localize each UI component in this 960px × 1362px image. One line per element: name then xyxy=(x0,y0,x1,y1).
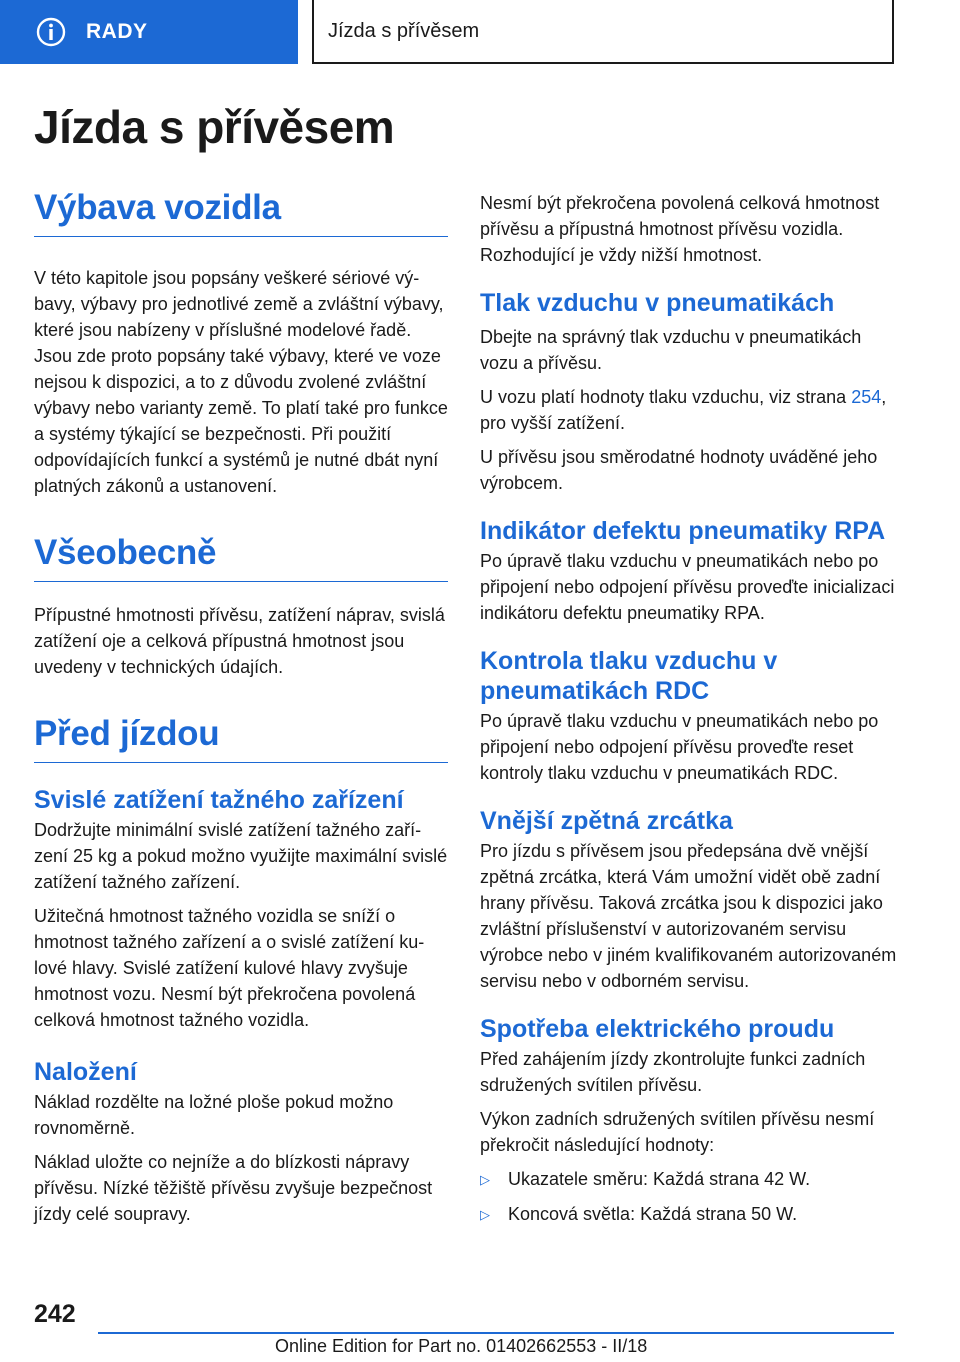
paragraph-svisle-1: Dodržujte minimální svislé zatížení tažného zařízení 25 kg a pokud možno využijte maximální svislé zatížení tažného zařízení. xyxy=(34,820,448,892)
paragraph-rdc: Po úpravě tlaku vzduchu v pneumatikách nebo po připojení nebo odpojení přívěsu proveďte reset kontroly tlaku vzduchu v pneumatikách RDC. xyxy=(480,711,879,783)
paragraph-vybava: V této kapitole jsou popsány veškeré sériové výbavy, výbavy pro jednotlivé země a zvláštní výbavy, které jsou nabízeny v příslušné modelové řadě. Jsou zde proto popsány také výbavy, které ve voze nejsou k dispozici, a to z důvodu zvolené zvláštní výbavy nebo varianty země. To platí také pro funkce a systémy týkající se bezpečnosti. Při použití odpovídajících funkcí a systémů je nutné dbát nyní platných zákonů a ustanovení. xyxy=(34,268,448,496)
paragraph-tlak-2-after: , pro vyšší zatížení. xyxy=(480,387,887,433)
heading-rdc: Kontrola tlaku vzduchu v pneumatikách RDC xyxy=(480,647,778,705)
right-column xyxy=(480,190,900,1228)
info-icon xyxy=(36,17,66,47)
section-label: RADY xyxy=(86,20,148,43)
paragraph-nalozeni-1: Náklad rozdělte na ložné ploše pokud možno rovnoměrně. xyxy=(34,1092,394,1138)
heading-spotreba: Spotřeba elektrického proudu xyxy=(480,1015,835,1043)
paragraph-tlak-2 xyxy=(480,384,900,436)
page-title: Jízda s přívěsem xyxy=(34,101,395,153)
paragraph-spotreba-2: Výkon zadních sdružených svítilen přívěsu nesmí překročit následující hodnoty: xyxy=(480,1109,875,1155)
heading-nalozeni: Naložení xyxy=(34,1058,137,1086)
heading-zrcatka: Vnější zpětná zrcátka xyxy=(480,807,733,835)
heading-pred-jizdou: Před jízdou xyxy=(34,714,448,763)
chapter-title-box xyxy=(312,0,894,64)
chapter-title: Jízda s přívěsem xyxy=(328,19,480,42)
heading-svisle-zatizeni: Svislé zatížení tažného zařízení xyxy=(34,786,404,814)
section-tab[interactable] xyxy=(0,0,298,64)
heading-tlak-vzduchu: Tlak vzduchu v pneumatikách xyxy=(480,289,835,317)
paragraph-intro: Nesmí být překročena povolená celková hmotnost přívěsu a přípustná hmotnost přívěsu vozidla. Rozhodující je vždy nižší hmotnost. xyxy=(480,193,880,265)
triangle-bullet-icon: ▷ xyxy=(480,1207,490,1222)
triangle-bullet-icon: ▷ xyxy=(480,1172,490,1187)
list-item xyxy=(480,1166,900,1193)
paragraph-svisle-2: Užitečná hmotnost tažného vozidla se sníží o hmotnost tažného zařízení a o svislé zatížení kulové hlavy. Svislé zatížení kulové hlavy zvyšuje hmotnost vozu. Nesmí být překročena povolená celková hmotnost tažného vozidla. xyxy=(34,906,425,1030)
paragraph-rpa: Po úpravě tlaku vzduchu v pneumatikách nebo po připojení nebo odpojení přívěsu proveďte inicializaci indikátoru defektu pneumatiky RPA. xyxy=(480,551,895,623)
paragraph-tlak-1: Dbejte na správný tlak vzduchu v pneumatikách vozu a přívěsu. xyxy=(480,327,862,373)
heading-vybava-vozidla: Výbava vozidla xyxy=(34,188,448,237)
paragraph-zrcatka: Pro jízdu s přívěsem jsou předepsána dvě vnější zpětná zrcátka, která Vám umožní vidět obě zadní hrany přívěsu. Taková zrcátka jsou k dispozici jako zvláštní příslušenství v autorizovaném servisu výrobce nebo v jiném kvalifikovaném autorizovaném servisu nebo v odborném servisu. xyxy=(480,841,897,991)
list-item-text: Koncová světla: Každá strana 50 W. xyxy=(508,1204,798,1224)
paragraph-vseobecne: Přípustné hmotnosti přívěsu, zatížení náprav, svislá zatížení oje a celková přípustná hmotnost jsou uvedeny v technických údajích. xyxy=(34,605,445,677)
list-item xyxy=(480,1201,900,1228)
left-column xyxy=(34,188,448,1227)
page-number: 242 xyxy=(34,1300,76,1328)
paragraph-nalozeni-2: Náklad uložte co nejníže a do blízkosti nápravy přívěsu. Nízké těžiště přívěsu zvyšuje bezpečnost jízdy celé soupravy. xyxy=(34,1152,433,1224)
page-link-254[interactable]: 254 xyxy=(851,387,882,407)
heading-rpa: Indikátor defektu pneumatiky RPA xyxy=(480,517,886,545)
footer-divider xyxy=(98,1332,894,1334)
paragraph-tlak-2-before: U vozu platí hodnoty tlaku vzduchu, viz strana xyxy=(480,387,852,407)
paragraph-spotreba-1: Před zahájením jízdy zkontrolujte funkci zadních sdružených svítilen přívěsu. xyxy=(480,1049,866,1095)
list-item-text: Ukazatele směru: Každá strana 42 W. xyxy=(508,1169,811,1189)
footer-edition: Online Edition for Part no. 01402662553 - II/18 xyxy=(275,1336,648,1356)
paragraph-tlak-3: U přívěsu jsou směrodatné hodnoty uváděné jeho výrobcem. xyxy=(480,447,878,493)
heading-vseobecne: Všeobecně xyxy=(34,533,448,582)
